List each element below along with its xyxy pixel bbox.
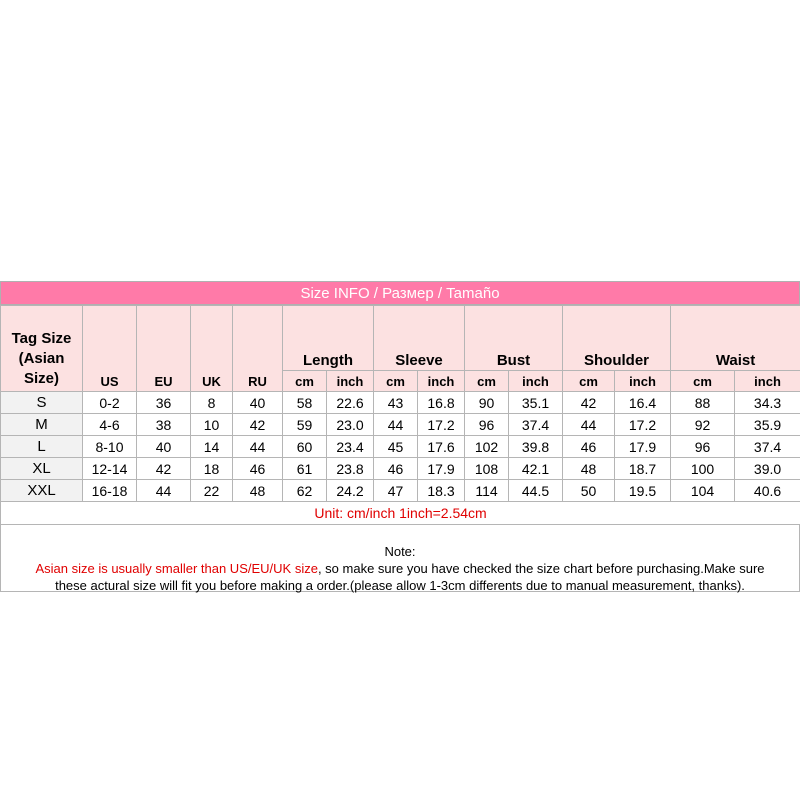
table-cell: 35.1: [509, 392, 563, 414]
table-cell: 42: [233, 414, 283, 436]
table-cell: 92: [671, 414, 735, 436]
table-cell: 44: [137, 480, 191, 502]
table-row: [1, 392, 800, 414]
table-cell: 12-14: [83, 458, 137, 480]
table-cell: 44.5: [509, 480, 563, 502]
table-cell: 42: [563, 392, 615, 414]
bust-header: Bust: [465, 306, 563, 371]
size-label: M: [1, 414, 83, 436]
note-line-1-rest: , so make sure you have checked the size chart before purchasing.Make sure: [317, 561, 765, 576]
length-header: Length: [283, 306, 374, 371]
table-cell: 8: [191, 392, 233, 414]
us-header: US: [83, 306, 137, 392]
table-cell: 44: [563, 414, 615, 436]
table-cell: 16.8: [418, 392, 465, 414]
table-cell: 48: [233, 480, 283, 502]
note-line-1: [5, 560, 795, 577]
cm-header: cm: [374, 371, 418, 392]
table-cell: 39.8: [509, 436, 563, 458]
table-cell: 102: [465, 436, 509, 458]
cm-header: cm: [563, 371, 615, 392]
table-cell: 17.6: [418, 436, 465, 458]
table-cell: 34.3: [735, 392, 800, 414]
table-cell: 47: [374, 480, 418, 502]
table-cell: 43: [374, 392, 418, 414]
inch-header: inch: [615, 371, 671, 392]
inch-header: inch: [735, 371, 800, 392]
table-cell: 24.2: [327, 480, 374, 502]
note-box: [0, 525, 800, 592]
table-cell: 96: [671, 436, 735, 458]
table-cell: 18.7: [615, 458, 671, 480]
table-cell: 38: [137, 414, 191, 436]
shoulder-header: Shoulder: [563, 306, 671, 371]
cm-header: cm: [465, 371, 509, 392]
table-cell: 46: [233, 458, 283, 480]
table-cell: 22: [191, 480, 233, 502]
inch-header: inch: [327, 371, 374, 392]
size-table: [0, 305, 800, 525]
sleeve-header: Sleeve: [374, 306, 465, 371]
table-cell: 45: [374, 436, 418, 458]
table-cell: 40: [137, 436, 191, 458]
table-cell: 42.1: [509, 458, 563, 480]
table-row: [1, 480, 800, 502]
table-cell: 62: [283, 480, 327, 502]
table-cell: 39.0: [735, 458, 800, 480]
table-cell: 4-6: [83, 414, 137, 436]
table-cell: 46: [563, 436, 615, 458]
table-cell: 58: [283, 392, 327, 414]
size-chart: [0, 281, 800, 592]
inch-header: inch: [418, 371, 465, 392]
table-cell: 96: [465, 414, 509, 436]
table-cell: 48: [563, 458, 615, 480]
table-cell: 18: [191, 458, 233, 480]
waist-header: Waist: [671, 306, 800, 371]
table-cell: 44: [233, 436, 283, 458]
table-cell: 40: [233, 392, 283, 414]
table-cell: 22.6: [327, 392, 374, 414]
table-cell: 104: [671, 480, 735, 502]
table-cell: 16.4: [615, 392, 671, 414]
note-title: Note:: [384, 544, 416, 559]
eu-header: EU: [137, 306, 191, 392]
size-info-banner: Size INFO / Размер / Tamaño: [0, 281, 800, 305]
ru-header: RU: [233, 306, 283, 392]
table-cell: 37.4: [735, 436, 800, 458]
table-cell: 90: [465, 392, 509, 414]
size-label: S: [1, 392, 83, 414]
tag-size-header: Tag Size (Asian Size): [1, 306, 83, 392]
table-row: [1, 458, 800, 480]
table-cell: 59: [283, 414, 327, 436]
table-cell: 14: [191, 436, 233, 458]
table-cell: 61: [283, 458, 327, 480]
table-cell: 17.2: [615, 414, 671, 436]
table-cell: 108: [465, 458, 509, 480]
table-cell: 46: [374, 458, 418, 480]
uk-header: UK: [191, 306, 233, 392]
size-label: XL: [1, 458, 83, 480]
table-cell: 44: [374, 414, 418, 436]
table-cell: 0-2: [83, 392, 137, 414]
table-cell: 60: [283, 436, 327, 458]
table-row: [1, 436, 800, 458]
unit-note: Unit: cm/inch 1inch=2.54cm: [1, 502, 800, 525]
table-cell: 36: [137, 392, 191, 414]
inch-header: inch: [509, 371, 563, 392]
note-line-2: these actural size will fit you before making a order.(please allow 1-3cm differents due to manual measurement, thanks).: [55, 578, 745, 593]
cm-header: cm: [283, 371, 327, 392]
table-cell: 40.6: [735, 480, 800, 502]
table-row: [1, 414, 800, 436]
table-cell: 23.0: [327, 414, 374, 436]
table-cell: 17.2: [418, 414, 465, 436]
table-cell: 42: [137, 458, 191, 480]
table-cell: 17.9: [615, 436, 671, 458]
table-cell: 37.4: [509, 414, 563, 436]
table-cell: 23.8: [327, 458, 374, 480]
table-cell: 88: [671, 392, 735, 414]
table-cell: 23.4: [327, 436, 374, 458]
table-cell: 16-18: [83, 480, 137, 502]
note-warning: Asian size is usually smaller than US/EU/UK size: [35, 561, 318, 576]
table-cell: 50: [563, 480, 615, 502]
table-cell: 17.9: [418, 458, 465, 480]
table-cell: 114: [465, 480, 509, 502]
size-label: XXL: [1, 480, 83, 502]
table-cell: 8-10: [83, 436, 137, 458]
size-label: L: [1, 436, 83, 458]
cm-header: cm: [671, 371, 735, 392]
table-cell: 100: [671, 458, 735, 480]
table-cell: 18.3: [418, 480, 465, 502]
table-cell: 35.9: [735, 414, 800, 436]
table-cell: 10: [191, 414, 233, 436]
table-cell: 19.5: [615, 480, 671, 502]
